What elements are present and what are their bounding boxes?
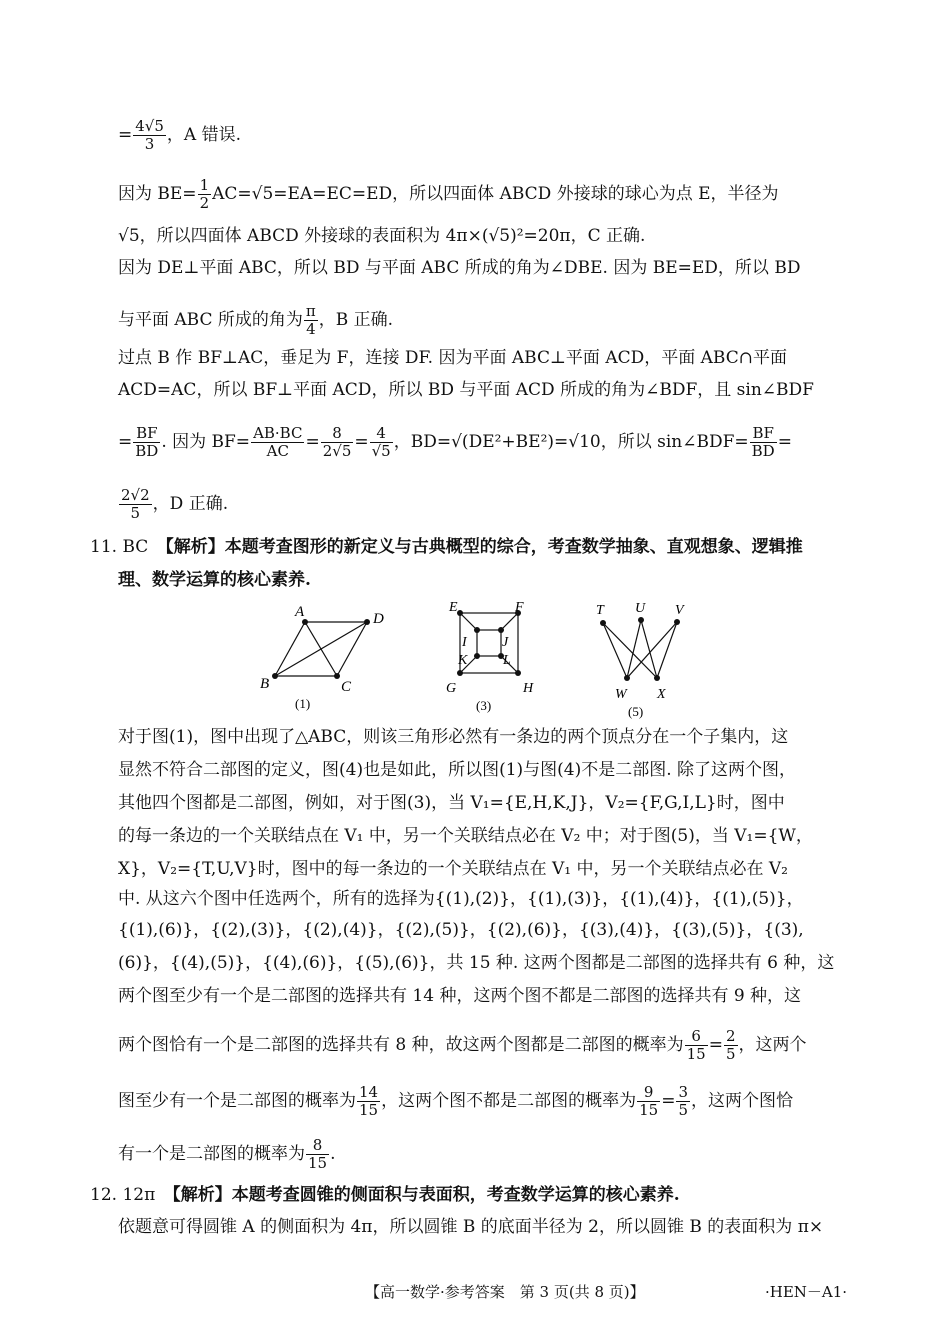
fraction: $\frac{2}{5}$ <box>725 1027 736 1063</box>
fraction: $\frac{BF}{BD}$ <box>751 424 775 460</box>
fraction: $\frac{3}{5}$ <box>678 1083 688 1119</box>
svg-text:I: I <box>462 635 467 650</box>
fraction: $\frac{1}{2}$ <box>199 176 210 212</box>
body-line: 其他四个图都是二部图，例如，对于图(3)，当 V₁={E,H,K,J}，V₂={F,G,I,L}时，图中 <box>118 793 785 813</box>
fraction: $\frac{4√5}{3}$ <box>135 117 164 153</box>
fraction: $\frac{8}{15}$ <box>308 1136 328 1172</box>
footer-page-info: 【高一数学·参考答案 第 3 页(共 8 页)】 <box>365 1283 645 1301</box>
svg-text:K: K <box>458 653 468 668</box>
line-2: 因为 BE= $\frac{1}{2}$ AC=√5=EA=EC=ED，所以四面体 ABCD 外接球的球心为点 E，半径为 <box>118 176 779 212</box>
svg-text:F: F <box>515 600 524 615</box>
line-3: √5，所以四面体 ABCD 外接球的表面积为 4π×(√5)²=20π，C 正确. <box>118 226 646 246</box>
body-line: {(1),(6)}，{(2),(3)}，{(2),(4)}，{(2),(5)}，{(2),(6)}，{(3),(4)}，{(3),(5)}，{(3), <box>118 920 804 940</box>
body-line: 显然不符合二部图的定义，图(4)也是如此，所以图(1)与图(4)不是二部图. 除了这两个图， <box>118 760 797 780</box>
svg-text:(5): (5) <box>628 704 644 719</box>
svg-text:E: E <box>449 600 458 615</box>
svg-text:G: G <box>446 681 457 696</box>
svg-text:T: T <box>596 603 604 618</box>
body-line: X}，V₂={T,U,V}时，图中的每一条边的一个关联结点在 V₁ 中，另一个关联结点必在 V₂ <box>118 859 788 879</box>
body-line: 中. 从这六个图中任选两个，所有的选择为{(1),(2)}，{(1),(3)}，{(1),(4)}，{(1),(5)}， <box>118 889 804 909</box>
line-19: 两个图恰有一个是二部图的选择共有 8 种，故这两个图都是二部图的概率为 $\frac{6}{15}$ = $\frac{2}{5}$ ，这两个 <box>118 1027 807 1063</box>
fraction: $\frac{BF}{BD}$ <box>135 424 159 460</box>
fraction: $\frac{9}{15}$ <box>639 1083 659 1119</box>
figure-5 <box>585 598 695 722</box>
line-1: = $\frac{4√5}{3}$ ，A 错误. <box>118 117 241 153</box>
fraction: $\frac{14}{15}$ <box>359 1083 379 1119</box>
line-8: = $\frac{BF}{BD}$ . 因为 BF= $\frac{AB\cdot BC}{AC}$ = $\frac{8}{2√5}$ = $\frac{4}{√5}$ ，BD=√(DE²+BE²)=√10，所以 sin∠BDF= $\frac{BF}{BD}$ = <box>118 424 792 460</box>
fraction: $\frac{AB\cdot BC}{AC}$ <box>253 424 303 460</box>
fraction: $\frac{8}{2√5}$ <box>322 424 352 460</box>
svg-text:U: U <box>635 601 646 616</box>
line-7: ACD=AC，所以 BF⊥平面 ACD，所以 BD 与平面 ACD 所成的角为∠BDF，且 sin∠BDF <box>118 380 814 400</box>
q11-heading: 11. BC 【解析】本题考查图形的新定义与古典概型的综合，考查数学抽象、直观想象、逻辑推 <box>90 537 803 557</box>
svg-text:L: L <box>503 653 511 668</box>
body-line: 两个图至少有一个是二部图的选择共有 14 种，这两个图不都是二部图的选择共有 9 种，这 <box>118 986 802 1006</box>
fraction: $\frac{2√2}{5}$ <box>121 486 150 522</box>
svg-text:(1): (1) <box>295 696 311 711</box>
svg-text:H: H <box>523 681 534 696</box>
line-9: $\frac{2√2}{5}$ ，D 正确. <box>121 486 229 522</box>
line-5: 与平面 ABC 所成的角为 $\frac{\pi}{4}$ ，B 正确. <box>118 302 394 338</box>
footer-code: ·HEN－A1· <box>765 1283 848 1301</box>
fraction: $\frac{4}{√5}$ <box>371 424 391 460</box>
svg-text:A: A <box>295 604 305 620</box>
line-4: 因为 DE⊥平面 ABC，所以 BD 与平面 ABC 所成的角为∠DBE. 因为 BE=ED，所以 BD <box>118 258 801 278</box>
q11-heading-2: 理、数学运算的核心素养. <box>118 570 311 590</box>
svg-text:D: D <box>373 611 384 627</box>
svg-text:C: C <box>341 679 352 695</box>
q12-heading: 12. 12π 【解析】本题考查圆锥的侧面积与表面积，考查数学运算的核心素养. <box>90 1185 680 1205</box>
svg-text:J: J <box>502 635 509 650</box>
q12-body: 依题意可得圆锥 A 的侧面积为 4π，所以圆锥 B 的底面半径为 2，所以圆锥 B 的表面积为 π× <box>118 1217 824 1237</box>
svg-text:B: B <box>260 676 270 692</box>
body-line: 对于图(1)，图中出现了△ABC，则该三角形必然有一条边的两个顶点分在一个子集内，这 <box>118 727 789 747</box>
body-line: (6)}，{(4),(5)}，{(4),(6)}，{(5),(6)}，共 15 种. 这两个图都是二部图的选择共有 6 种，这 <box>118 953 835 973</box>
fraction: $\frac{6}{15}$ <box>686 1027 706 1063</box>
line-21: 有一个是二部图的概率为 $\frac{8}{15}$ . <box>118 1136 336 1172</box>
svg-text:W: W <box>615 687 627 702</box>
svg-text:(3): (3) <box>476 698 492 713</box>
svg-text:X: X <box>657 687 666 702</box>
line-6: 过点 B 作 BF⊥AC，垂足为 F，连接 DF. 因为平面 ABC⊥平面 ACD，平面 ABC∩平面 <box>118 348 787 368</box>
figure-3 <box>440 598 545 716</box>
svg-text:V: V <box>675 603 684 618</box>
line-20: 图至少有一个是二部图的概率为 $\frac{14}{15}$ ，这两个图不都是二部图的概率为 $\frac{9}{15}$ = $\frac{3}{5}$ ，这两个图恰 <box>118 1083 793 1119</box>
fraction: $\frac{\pi}{4}$ <box>305 302 316 338</box>
body-line: 的每一条边的一个关联结点在 V₁ 中，另一个关联结点必在 V₂ 中；对于图(5)，当 V₁={W， <box>118 826 813 846</box>
figure-1 <box>255 598 395 716</box>
